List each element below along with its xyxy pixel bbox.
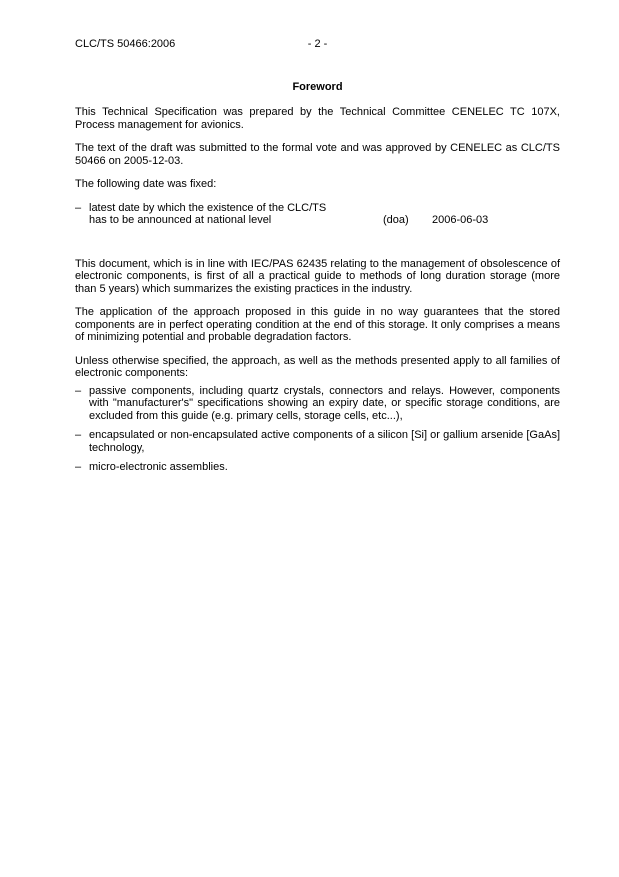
doa-item-line2-text: has to be announced at national level <box>89 214 272 226</box>
list-item-text: encapsulated or non-encapsulated active components of a silicon [Si] or gallium arsenide [GaAs] technology, <box>89 429 560 454</box>
list-item-text: micro-electronic assemblies. <box>89 461 228 473</box>
foreword-paragraph-6: Unless otherwise specified, the approach, as well as the methods presented apply to all families of electronic components: <box>75 354 560 379</box>
doa-date: 2006-06-03 <box>432 214 489 226</box>
doa-code: (doa) <box>383 214 409 226</box>
doa-item-line1: latest date by which the existence of the CLC/TS <box>89 201 327 214</box>
section-title-foreword: Foreword <box>292 81 343 93</box>
dash-bullet: – <box>75 384 82 397</box>
doa-list-item <box>75 202 560 227</box>
list-item-micro-electronic <box>75 461 560 474</box>
doa-item-line2 <box>89 214 560 227</box>
page-header <box>75 38 560 51</box>
list-item-text: passive components, including quartz crystals, connectors and relays. However, components with "manufacturer's" specifications showing an expiry date, or specific storage conditions, are excluded from this guide (e.g. primary cells, storage cells, etc...), <box>89 384 560 422</box>
foreword-paragraph-2: The text of the draft was submitted to the formal vote and was approved by CENELEC as CLC/TS 50466 on 2005-12-03. <box>75 142 560 167</box>
doa-item-text <box>89 202 560 227</box>
page-number: - 2 - <box>307 38 328 50</box>
list-item-passive-components <box>75 385 560 423</box>
dash-bullet: – <box>75 429 82 441</box>
list-item-active-components <box>75 429 560 454</box>
foreword-paragraph-5: The application of the approach proposed in this guide in no way guarantees that the stored components are in perfect operating condition at the end of this storage. It only comprises a means of minimizing potential and probable degradation factors. <box>75 306 560 343</box>
foreword-paragraph-4: This document, which is in line with IEC/PAS 62435 relating to the management of obsolescence of electronic components, is first of all a practical guide to methods of long duration storage (more than 5 years) which summarizes the existing practices in the industry. <box>75 257 560 295</box>
dash-bullet: – <box>75 461 82 473</box>
dash-bullet: – <box>75 201 82 214</box>
document-reference: CLC/TS 50466:2006 <box>75 38 176 50</box>
foreword-paragraph-3: The following date was fixed: <box>75 178 217 190</box>
component-families-list <box>75 385 560 474</box>
foreword-paragraph-1: This Technical Specification was prepared by the Technical Committee CENELEC TC 107X, Process management for avionics. <box>75 106 560 131</box>
